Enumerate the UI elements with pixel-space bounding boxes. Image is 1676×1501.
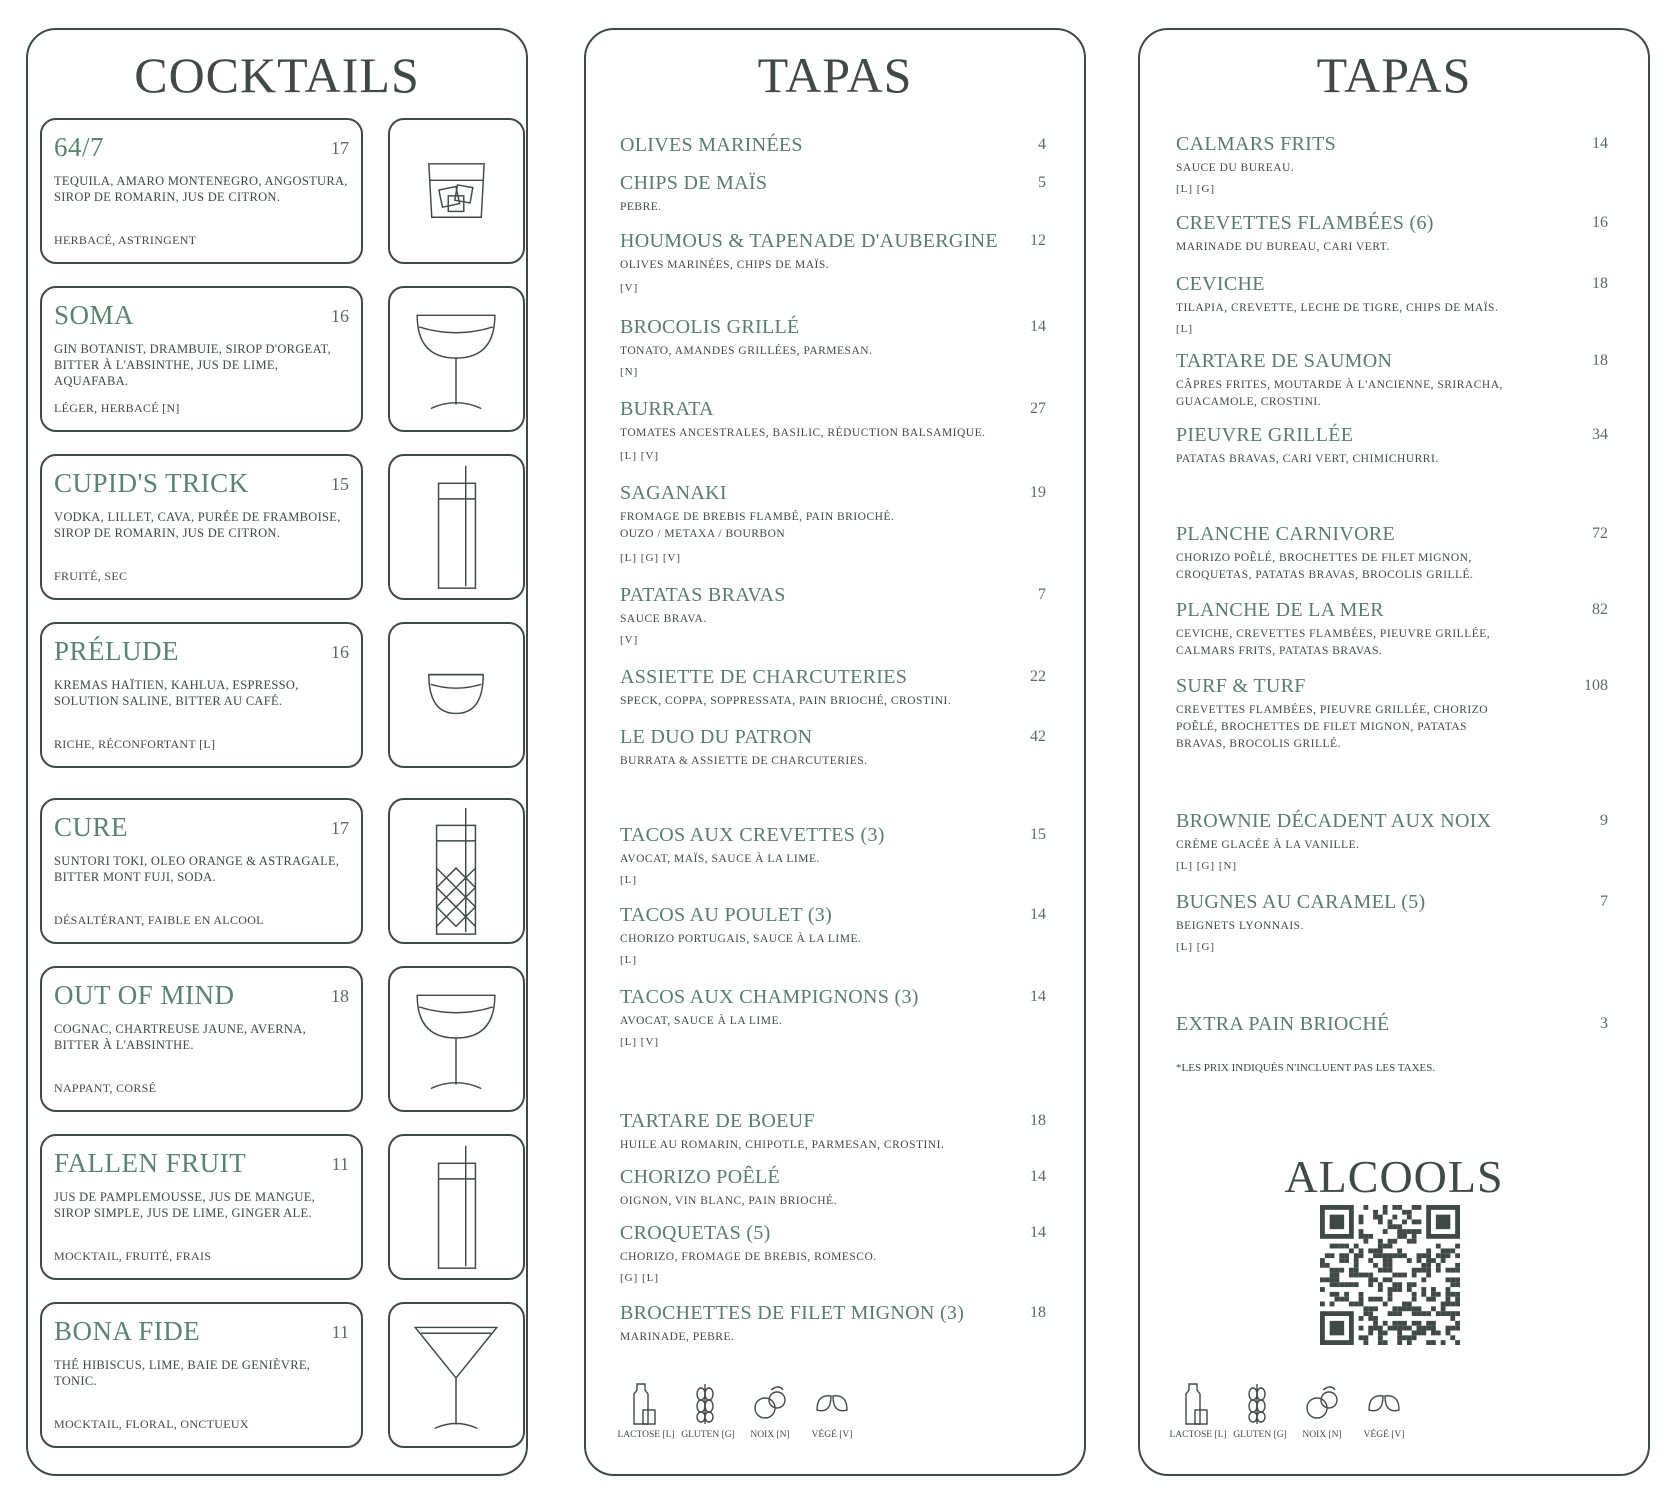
nut-icon bbox=[751, 1380, 789, 1428]
item-description: AVOCAT, SAUCE À LA LIME. bbox=[620, 1015, 783, 1027]
highball-glass-icon bbox=[388, 454, 525, 600]
item-price: 18 bbox=[1592, 352, 1608, 369]
item-description: CALMARS FRITS, PATATAS BRAVAS. bbox=[1176, 645, 1383, 657]
item-price: 14 bbox=[1030, 1168, 1046, 1185]
item-name: SURF & TURF bbox=[1176, 675, 1306, 697]
allergen-tags: [V] bbox=[620, 634, 639, 646]
cocktail-card bbox=[40, 454, 363, 600]
item-description: CHORIZO PORTUGAIS, SAUCE À LA LIME. bbox=[620, 933, 862, 945]
item-name: PLANCHE DE LA MER bbox=[1176, 599, 1384, 621]
item-name: PLANCHE CARNIVORE bbox=[1176, 523, 1395, 545]
item-name: ASSIETTE DE CHARCUTERIES bbox=[620, 666, 908, 688]
cocktail-note: NAPPANT, CORSÉ bbox=[54, 1081, 157, 1095]
item-price: 15 bbox=[1030, 826, 1046, 843]
legend-item bbox=[616, 1380, 676, 1440]
item-name: TARTARE DE SAUMON bbox=[1176, 350, 1393, 372]
cocktail-card bbox=[40, 286, 363, 432]
legend-label: NOIX [N] bbox=[1302, 1430, 1342, 1440]
item-price: 5 bbox=[1038, 174, 1046, 191]
legend-item bbox=[1230, 1380, 1290, 1440]
item-price: 7 bbox=[1038, 586, 1046, 603]
cocktail-name: 64/7 bbox=[54, 132, 105, 162]
cocktail-price: 17 bbox=[331, 818, 349, 838]
leaf-icon bbox=[813, 1380, 851, 1428]
item-name: PATATAS BRAVAS bbox=[620, 584, 786, 606]
item-name: TACOS AUX CREVETTES (3) bbox=[620, 824, 885, 846]
legend-label: GLUTEN [G] bbox=[1233, 1430, 1287, 1440]
item-price: 12 bbox=[1030, 232, 1046, 249]
item-price: 22 bbox=[1030, 668, 1046, 685]
milk-bottle-icon bbox=[627, 1380, 665, 1428]
allergen-tags: [N] bbox=[620, 366, 639, 378]
item-description: MARINADE DU BUREAU, CARI VERT. bbox=[1176, 241, 1390, 253]
item-description: OIGNON, VIN BLANC, PAIN BRIOCHÉ. bbox=[620, 1195, 837, 1207]
item-price: 4 bbox=[1038, 136, 1046, 153]
cocktail-ingredients: JUS DE PAMPLEMOUSSE, JUS DE MANGUE, SIROP SIMPLE, JUS DE LIME, GINGER ALE. bbox=[54, 1190, 316, 1220]
legend-item bbox=[1168, 1380, 1228, 1440]
cocktail-name: CURE bbox=[54, 812, 129, 842]
legend-item bbox=[1354, 1380, 1414, 1440]
legend-label: VÉGÉ [V] bbox=[811, 1430, 853, 1440]
rocks-glass-icon bbox=[388, 118, 525, 264]
allergen-tags: [L] bbox=[620, 954, 638, 966]
item-price: 82 bbox=[1592, 601, 1608, 618]
cocktail-price: 17 bbox=[331, 138, 349, 158]
item-description: CEVICHE, CREVETTES FLAMBÉES, PIEUVRE GRILLÉE, bbox=[1176, 628, 1491, 640]
item-name: BUGNES AU CARAMEL (5) bbox=[1176, 891, 1426, 913]
item-description: PEBRE. bbox=[620, 201, 662, 213]
item-name: OLIVES MARINÉES bbox=[620, 134, 803, 156]
item-price: 3 bbox=[1600, 1015, 1608, 1032]
allergen-legend bbox=[1168, 1380, 1428, 1450]
cocktail-name: OUT OF MIND bbox=[54, 980, 235, 1010]
legend-label: LACTOSE [L] bbox=[1169, 1430, 1227, 1440]
allergen-legend bbox=[616, 1380, 876, 1450]
tapas-title: TAPAS bbox=[1316, 47, 1472, 103]
allergen-tags: [L] [V] bbox=[620, 1036, 660, 1048]
item-name: BROWNIE DÉCADENT AUX NOIX bbox=[1176, 810, 1492, 832]
legend-label: LACTOSE [L] bbox=[617, 1430, 675, 1440]
cocktail-ingredients: TEQUILA, AMARO MONTENEGRO, ANGOSTURA, SIROP DE ROMARIN, JUS DE CITRON. bbox=[54, 174, 348, 204]
item-description: BEIGNETS LYONNAIS. bbox=[1176, 920, 1304, 932]
item-price: 34 bbox=[1592, 426, 1608, 443]
item-description: CRÈME GLACÉE À LA VANILLE. bbox=[1176, 839, 1360, 851]
cocktail-ingredients: KREMAS HAÏTIEN, KAHLUA, ESPRESSO, SOLUTION SALINE, BITTER AU CAFÉ. bbox=[54, 678, 299, 708]
item-description: CÂPRES FRITES, MOUTARDE À L'ANCIENNE, SRIRACHA, bbox=[1176, 379, 1503, 391]
item-name: CEVICHE bbox=[1176, 273, 1265, 295]
item-description: SPECK, COPPA, SOPPRESSATA, PAIN BRIOCHÉ, CROSTINI. bbox=[620, 695, 952, 707]
cocktail-note: LÉGER, HERBACÉ [N] bbox=[54, 401, 180, 415]
cocktail-name: SOMA bbox=[54, 300, 135, 330]
item-description: PATATAS BRAVAS, CARI VERT, CHIMICHURRI. bbox=[1176, 453, 1439, 465]
cocktail-note: MOCKTAIL, FLORAL, ONCTUEUX bbox=[54, 1417, 249, 1431]
item-name: EXTRA PAIN BRIOCHÉ bbox=[1176, 1013, 1390, 1035]
allergen-tags: [L] [G] bbox=[1176, 941, 1216, 953]
item-name: CROQUETAS (5) bbox=[620, 1222, 771, 1244]
cocktail-ingredients: GIN BOTANIST, DRAMBUIE, SIROP D'ORGEAT, BITTER À L'ABSINTHE, JUS DE LIME, AQUAFABA. bbox=[54, 342, 331, 388]
cocktail-card bbox=[40, 622, 363, 768]
cocktail-card bbox=[40, 966, 363, 1112]
item-name: TACOS AU POULET (3) bbox=[620, 904, 833, 926]
collins-glass-icon bbox=[388, 798, 525, 944]
cocktail-card bbox=[40, 1134, 363, 1280]
qr-code-image[interactable] bbox=[1317, 1205, 1463, 1345]
item-description: FROMAGE DE BREBIS FLAMBÉ, PAIN BRIOCHÉ. bbox=[620, 511, 895, 523]
allergen-tags: [G] [L] bbox=[620, 1272, 660, 1284]
cocktail-note: RICHE, RÉCONFORTANT [L] bbox=[54, 737, 216, 751]
milk-bottle-icon bbox=[1179, 1380, 1217, 1428]
cocktail-name: BONA FIDE bbox=[54, 1316, 201, 1346]
nut-icon bbox=[1303, 1380, 1341, 1428]
item-price: 42 bbox=[1030, 728, 1046, 745]
allergen-tags: [L] [G] [N] bbox=[1176, 860, 1238, 872]
coupe-glass-icon bbox=[388, 966, 525, 1112]
item-description: OLIVES MARINÉES, CHIPS DE MAÏS. bbox=[620, 259, 830, 271]
item-price: 14 bbox=[1592, 135, 1608, 152]
tax-footnote: *LES PRIX INDIQUÉS N'INCLUENT PAS LES TAXES. bbox=[1176, 1062, 1436, 1074]
item-name: PIEUVRE GRILLÉE bbox=[1176, 424, 1354, 446]
item-name: TACOS AUX CHAMPIGNONS (3) bbox=[620, 986, 919, 1008]
cocktail-ingredients: SUNTORI TOKI, OLEO ORANGE & ASTRAGALE, BITTER MONT FUJI, SODA. bbox=[54, 854, 340, 884]
allergen-tags: [L] bbox=[1176, 323, 1194, 335]
item-description: TOMATES ANCESTRALES, BASILIC, RÉDUCTION BALSAMIQUE. bbox=[620, 427, 986, 439]
item-description: BRAVAS, BROCOLIS GRILLÉ. bbox=[1176, 738, 1341, 750]
item-description: OUZO / METAXA / BOURBON bbox=[620, 528, 786, 540]
allergen-tags: [L] [G] bbox=[1176, 183, 1216, 195]
round-glass-icon bbox=[388, 622, 525, 768]
item-price: 72 bbox=[1592, 525, 1608, 542]
cocktail-price: 18 bbox=[331, 986, 349, 1006]
item-price: 19 bbox=[1030, 484, 1046, 501]
item-price: 14 bbox=[1030, 1224, 1046, 1241]
item-description: TONATO, AMANDES GRILLÉES, PARMESAN. bbox=[620, 345, 873, 357]
item-name: LE DUO DU PATRON bbox=[620, 726, 813, 748]
cocktail-card bbox=[40, 118, 363, 264]
cocktail-note: MOCKTAIL, FRUITÉ, FRAIS bbox=[54, 1249, 212, 1263]
item-description: CHORIZO, FROMAGE DE BREBIS, ROMESCO. bbox=[620, 1251, 877, 1263]
item-description: CHORIZO POÊLÉ, BROCHETTES DE FILET MIGNON, bbox=[1176, 552, 1472, 564]
cocktail-note: HERBACÉ, ASTRINGENT bbox=[54, 233, 197, 247]
highball-glass-icon bbox=[388, 1134, 525, 1280]
cocktail-price: 15 bbox=[331, 474, 349, 494]
item-name: BURRATA bbox=[620, 398, 714, 420]
item-price: 9 bbox=[1600, 812, 1608, 829]
item-price: 108 bbox=[1584, 677, 1608, 694]
legend-label: VÉGÉ [V] bbox=[1363, 1430, 1405, 1440]
item-price: 14 bbox=[1030, 988, 1046, 1005]
item-description: MARINADE, PEBRE. bbox=[620, 1331, 735, 1343]
alcools-title: ALCOOLS bbox=[1284, 1151, 1504, 1202]
item-price: 16 bbox=[1592, 214, 1608, 231]
item-description: POÊLÉ, BROCHETTES DE FILET MIGNON, PATATAS bbox=[1176, 721, 1468, 733]
legend-item bbox=[740, 1380, 800, 1440]
item-description: TILAPIA, CREVETTE, LECHE DE TIGRE, CHIPS DE MAÏS. bbox=[1176, 302, 1499, 314]
cocktail-ingredients: THÉ HIBISCUS, LIME, BAIE DE GENIÈVRE, TONIC. bbox=[54, 1358, 311, 1388]
cocktails-panel bbox=[26, 28, 528, 1476]
cocktail-name: PRÉLUDE bbox=[54, 636, 179, 666]
item-name: TARTARE DE BOEUF bbox=[620, 1110, 815, 1132]
martini-glass-icon bbox=[388, 1302, 525, 1448]
cocktail-name: FALLEN FRUIT bbox=[54, 1148, 247, 1178]
wheat-icon bbox=[1241, 1380, 1279, 1428]
item-name: CHIPS DE MAÏS bbox=[620, 172, 768, 194]
legend-label: NOIX [N] bbox=[750, 1430, 790, 1440]
cocktail-note: DÉSALTÉRANT, FAIBLE EN ALCOOL bbox=[54, 913, 264, 927]
item-price: 27 bbox=[1030, 400, 1046, 417]
item-name: HOUMOUS & TAPENADE D'AUBERGINE bbox=[620, 230, 998, 252]
leaf-icon bbox=[1365, 1380, 1403, 1428]
cocktail-price: 16 bbox=[331, 306, 349, 326]
item-name: BROCOLIS GRILLÉ bbox=[620, 316, 800, 338]
legend-item bbox=[678, 1380, 738, 1440]
item-description: HUILE AU ROMARIN, CHIPOTLE, PARMESAN, CROSTINI. bbox=[620, 1139, 945, 1151]
wheat-icon bbox=[689, 1380, 727, 1428]
item-description: AVOCAT, MAÏS, SAUCE À LA LIME. bbox=[620, 853, 820, 865]
cocktails-title: COCKTAILS bbox=[134, 47, 420, 103]
cocktail-price: 11 bbox=[331, 1322, 349, 1342]
cocktail-price: 16 bbox=[331, 642, 349, 662]
item-name: SAGANAKI bbox=[620, 482, 727, 504]
cocktail-note: FRUITÉ, SEC bbox=[54, 569, 128, 583]
item-name: CHORIZO POÊLÉ bbox=[620, 1166, 781, 1188]
cocktail-name: CUPID'S TRICK bbox=[54, 468, 249, 498]
cocktail-card bbox=[40, 798, 363, 944]
item-name: CALMARS FRITS bbox=[1176, 133, 1337, 155]
tapas-title: TAPAS bbox=[757, 47, 913, 103]
item-name: CREVETTES FLAMBÉES (6) bbox=[1176, 212, 1434, 234]
legend-label: GLUTEN [G] bbox=[681, 1430, 735, 1440]
coupe-glass-icon bbox=[388, 286, 525, 432]
item-price: 18 bbox=[1030, 1112, 1046, 1129]
item-name: BROCHETTES DE FILET MIGNON (3) bbox=[620, 1302, 965, 1324]
item-price: 18 bbox=[1030, 1304, 1046, 1321]
item-description: GUACAMOLE, CROSTINI. bbox=[1176, 396, 1322, 408]
item-price: 18 bbox=[1592, 275, 1608, 292]
item-description: CROQUETAS, PATATAS BRAVAS, BROCOLIS GRILLÉ. bbox=[1176, 569, 1474, 581]
item-description: BURRATA & ASSIETTE DE CHARCUTERIES. bbox=[620, 755, 868, 767]
allergen-tags: [V] bbox=[620, 282, 639, 294]
item-description: SAUCE DU BUREAU. bbox=[1176, 162, 1295, 174]
legend-item bbox=[802, 1380, 862, 1440]
allergen-tags: [L] [V] bbox=[620, 450, 660, 462]
cocktail-ingredients: VODKA, LILLET, CAVA, PURÉE DE FRAMBOISE, SIROP DE ROMARIN, JUS DE CITRON. bbox=[54, 510, 341, 540]
item-price: 7 bbox=[1600, 893, 1608, 910]
cocktail-ingredients: COGNAC, CHARTREUSE JAUNE, AVERNA, BITTER À L'ABSINTHE. bbox=[54, 1022, 306, 1052]
item-price: 14 bbox=[1030, 906, 1046, 923]
item-description: CREVETTES FLAMBÉES, PIEUVRE GRILLÉE, CHORIZO bbox=[1176, 704, 1489, 716]
item-price: 14 bbox=[1030, 318, 1046, 335]
allergen-tags: [L] [G] [V] bbox=[620, 552, 682, 564]
cocktail-card bbox=[40, 1302, 363, 1448]
legend-item bbox=[1292, 1380, 1352, 1440]
cocktail-price: 11 bbox=[331, 1154, 349, 1174]
item-description: SAUCE BRAVA. bbox=[620, 613, 707, 625]
allergen-tags: [L] bbox=[620, 874, 638, 886]
